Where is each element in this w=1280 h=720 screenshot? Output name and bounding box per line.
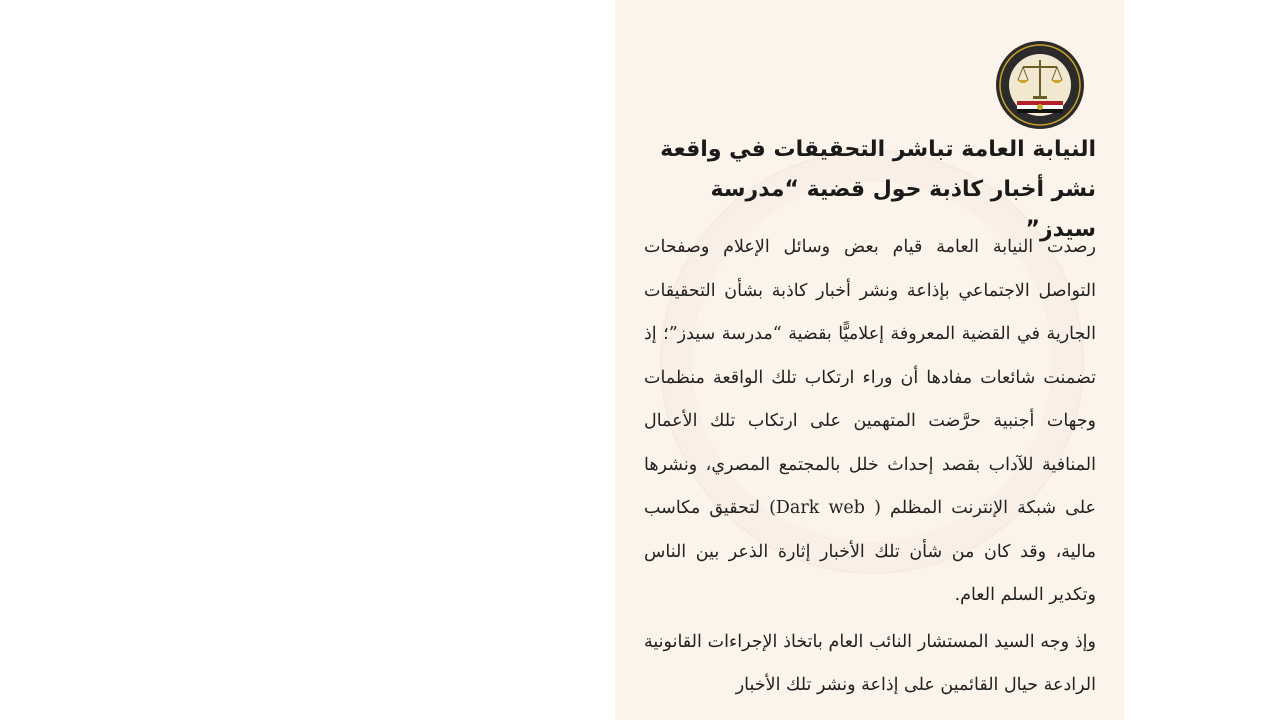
paragraph: وإذ وجه السيد المستشار النائب العام باتخاذ الإجراءات القانونية الرادعة حيال القائمين على إذاعة ونشر تلك الأخبار	[644, 631, 1096, 695]
document-body	[644, 226, 1096, 711]
paragraph: رصدت النيابة العامة قيام بعض وسائل الإعلام وصفحات التواصل الاجتماعي بإذاعة ونشر أخبار كاذبة بشأن التحقيقات الجارية في القضية المعروفة إعلاميًّا بقضية “مدرسة سيدز”؛ إذ تضمنت شائعات مفادها أن وراء ارتكاب تلك الواقعة منظمات وجهات أجنبية حرَّضت المتهمين على ارتكاب تلك الأعمال المنافية للآداب بقصد إحداث خلل بالمجتمع المصري، ونشرها على شبكة الإنترنت المظلم ( Dark web) لتحقيق مكاسب مالية، وقد كان من شأن تلك الأخبار إثارة الذعر بين الناس وتكدير السلم العام.	[644, 237, 1096, 605]
document-page	[615, 0, 1124, 720]
document-title: النيابة العامة تباشر التحقيقات في واقعة نشر أخبار كاذبة حول قضية “مدرسة سيدز”	[660, 137, 1096, 242]
scales-of-justice-seal-icon	[995, 40, 1085, 130]
